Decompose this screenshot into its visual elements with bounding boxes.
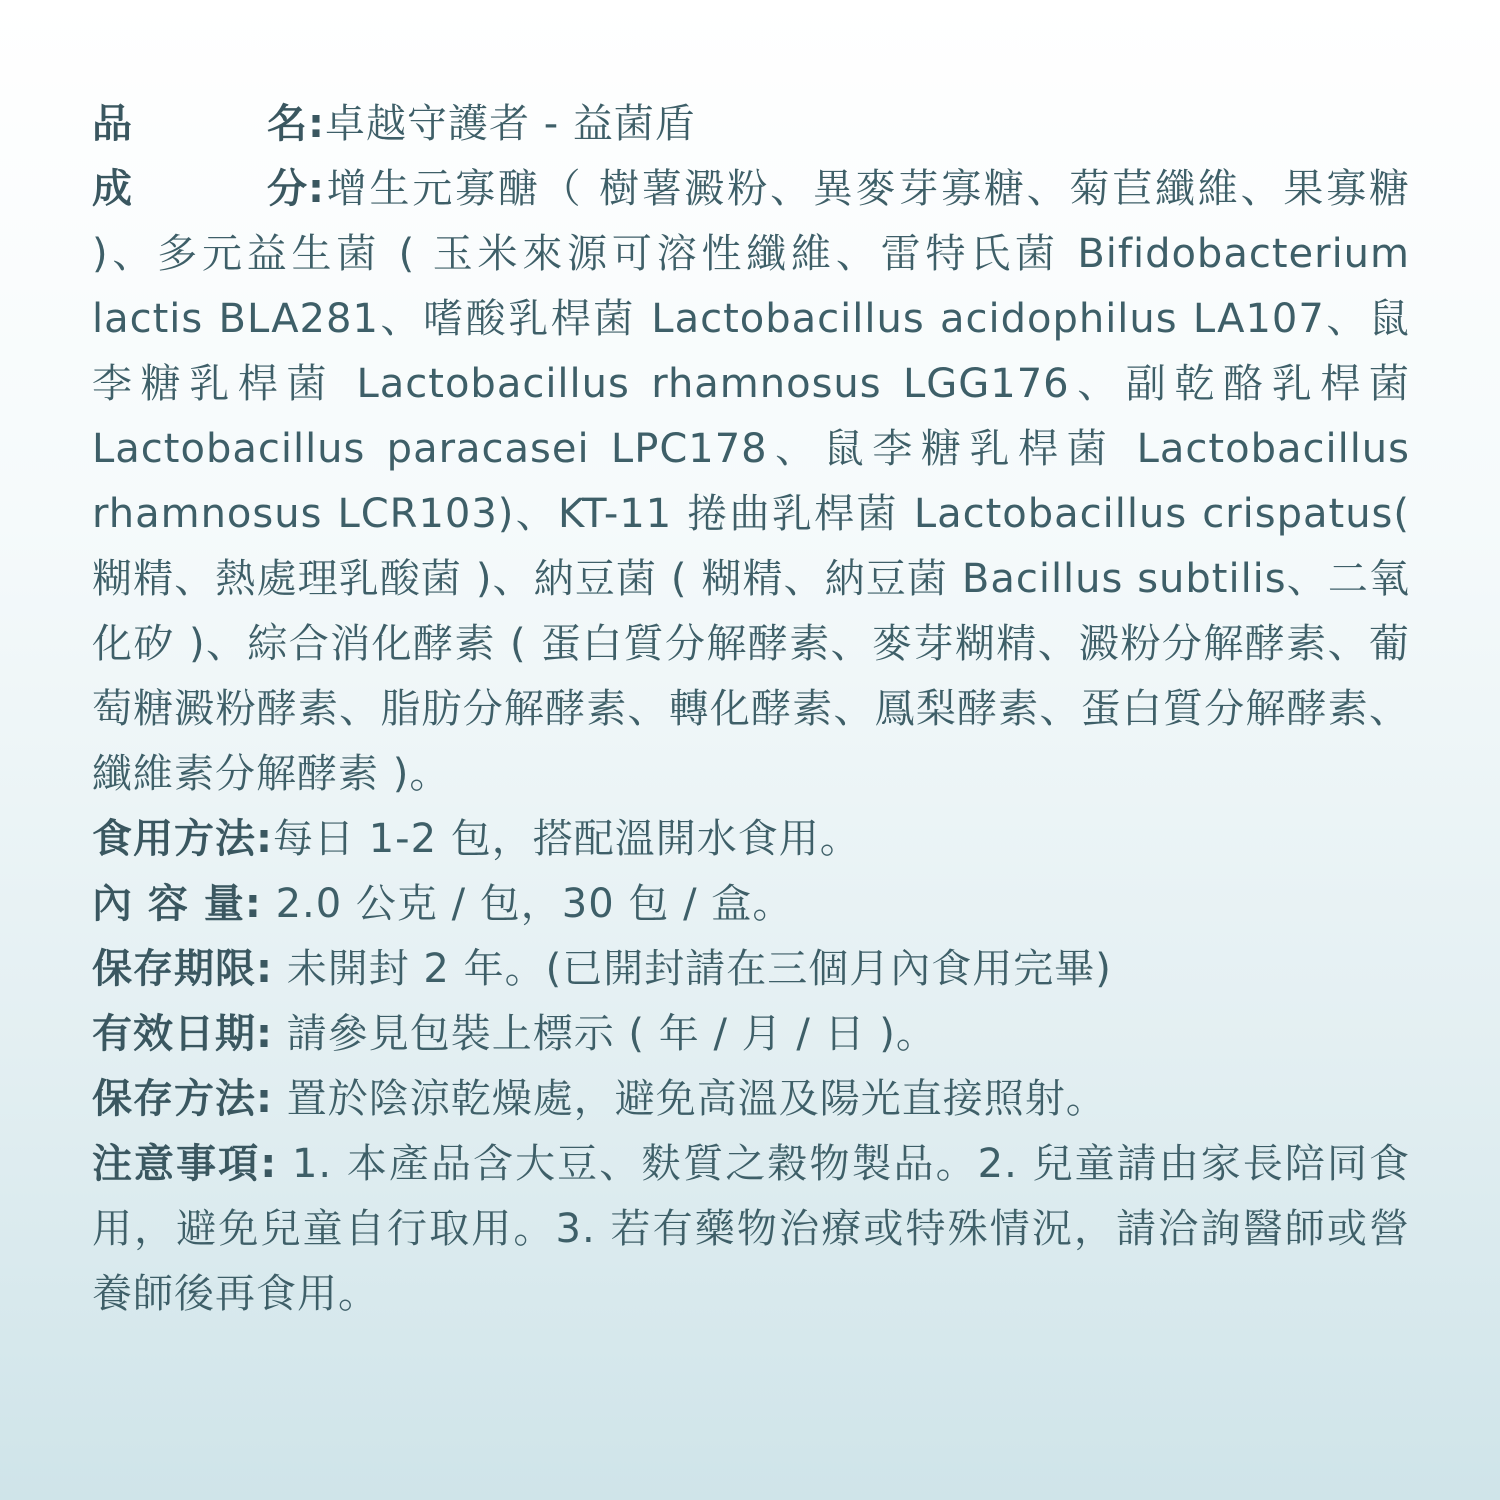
product-name-label: 品 名	[92, 101, 308, 147]
colon: :	[256, 1076, 273, 1122]
ingredients-row	[92, 157, 1410, 807]
shelf-life-value: 未開封 2 年。(已開封請在三個月內食用完畢)	[273, 946, 1112, 992]
content-row	[92, 872, 1410, 937]
ingredients-value: 增生元寡醣（ 樹薯澱粉、異麥芽寡糖、菊苣纖維、果寡糖 )、多元益生菌 ( 玉米來源可溶性纖維、雷特氏菌 Bifidobacterium lactis BLA281、嗜酸乳桿菌 Lactobacillus acidophilus LA107、鼠李糖乳桿菌 Lactobacillus rhamnosus LGG176、副乾酪乳桿菌 Lactobacillus paracasei LPC178、鼠李糖乳桿菌 Lactobacillus rhamnosus LCR103)、KT-11 捲曲乳桿菌 Lactobacillus crispatus( 糊精、熱處理乳酸菌 )、納豆菌 ( 糊精、納豆菌 Bacillus subtilis、二氧化矽 )、綜合消化酵素 ( 蛋白質分解酵素、麥芽糊精、澱粉分解酵素、葡萄糖澱粉酵素、脂肪分解酵素、轉化酵素、鳳梨酵素、蛋白質分解酵素、纖維素分解酵素 )。	[92, 166, 1410, 797]
shelf-life-label: 保存期限	[92, 946, 256, 992]
colon: :	[244, 881, 262, 927]
product-name-value: 卓越守護者 - 益菌盾	[325, 101, 696, 147]
expiry-row	[92, 1002, 1410, 1067]
storage-row	[92, 1067, 1410, 1132]
notes-value: 1. 本產品含大豆、麩質之穀物製品。2. 兒童請由家長陪同食用，避免兒童自行取用。3. 若有藥物治療或特殊情況，請洽詢醫師或營養師後再食用。	[92, 1141, 1410, 1317]
expiry-value: 請參見包裝上標示 ( 年 / 月 / 日 )。	[273, 1011, 937, 1057]
notes-row	[92, 1132, 1410, 1327]
colon: :	[308, 101, 325, 147]
product-info-sheet	[92, 92, 1410, 1327]
usage-label: 食用方法	[92, 816, 256, 862]
storage-value: 置於陰涼乾燥處，避免高溫及陽光直接照射。	[273, 1076, 1107, 1122]
colon: :	[308, 166, 325, 212]
colon: :	[256, 946, 273, 992]
content-label: 內 容 量	[92, 881, 245, 927]
colon: :	[256, 816, 273, 862]
content-value: 2.0 公克 / 包，30 包 / 盒。	[261, 881, 794, 927]
notes-label: 注意事項	[92, 1141, 261, 1187]
product-name-row	[92, 92, 1410, 157]
ingredients-label: 成 分	[92, 166, 308, 212]
expiry-label: 有效日期	[92, 1011, 256, 1057]
storage-label: 保存方法	[92, 1076, 256, 1122]
colon: :	[256, 1011, 273, 1057]
shelf-life-row	[92, 937, 1410, 1002]
usage-value: 每日 1-2 包，搭配溫開水食用。	[273, 816, 861, 862]
usage-row	[92, 807, 1410, 872]
colon: :	[260, 1141, 278, 1187]
